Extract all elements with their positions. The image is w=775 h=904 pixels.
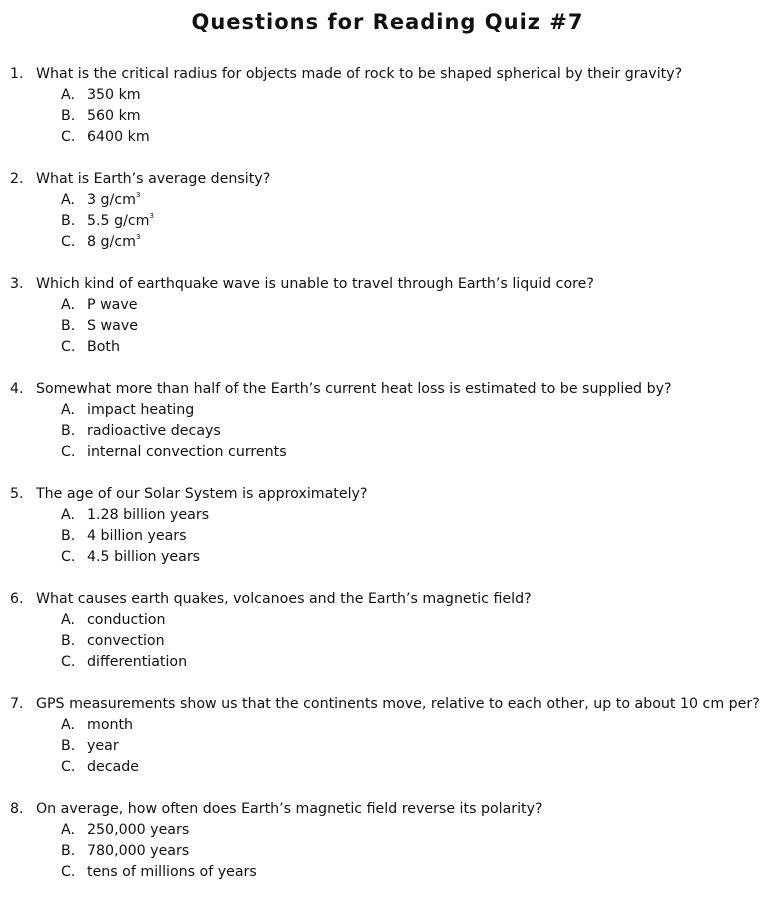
option-letter: C. [61, 864, 76, 880]
question-item [0, 484, 775, 589]
question-number: 2. [10, 171, 24, 187]
option-label: tens of millions of years [87, 864, 257, 880]
option-label: differentiation [87, 654, 188, 670]
option-label: 8 g/cm [87, 234, 136, 250]
question-list [0, 64, 775, 904]
option-letter: B. [61, 108, 76, 124]
option-letter: C. [61, 129, 76, 145]
option-text [87, 190, 140, 211]
question-text: GPS measurements show us that the continents move, relative to each other, up to about 10 cm per? [36, 696, 760, 712]
option-text [87, 295, 138, 316]
option-text [87, 127, 150, 148]
option-text [87, 400, 194, 421]
question-number: 7. [10, 696, 24, 712]
option-label: radioactive decays [87, 423, 221, 439]
option-superscript: 3 [135, 232, 141, 242]
option-label: 1.28 billion years [87, 507, 210, 523]
question-text: On average, how often does Earth’s magnetic field reverse its polarity? [36, 801, 543, 817]
option-text [87, 316, 138, 337]
option-text [87, 547, 200, 568]
option-letter: A. [61, 507, 75, 523]
question-item [0, 694, 775, 799]
question-text: What is the critical radius for objects made of rock to be shaped spherical by their gravity? [36, 66, 683, 82]
option-text [87, 841, 189, 862]
question-item [0, 589, 775, 694]
question-number: 4. [10, 381, 24, 397]
page-title: Questions for Reading Quiz #7 [191, 10, 584, 34]
option-letter: B. [61, 633, 76, 649]
option-text [87, 526, 187, 547]
option-text [87, 610, 165, 631]
option-label: 350 km [87, 87, 141, 103]
option-letter: C. [61, 759, 76, 775]
option-letter: B. [61, 528, 76, 544]
option-text [87, 820, 189, 841]
question-text: Somewhat more than half of the Earth’s current heat loss is estimated to be supplied by? [36, 381, 672, 397]
option-text [87, 211, 154, 232]
option-label: year [87, 738, 119, 754]
option-letter: B. [61, 423, 76, 439]
option-letter: A. [61, 192, 75, 208]
question-number: 1. [10, 66, 24, 82]
option-letter: B. [61, 318, 76, 334]
option-text [87, 505, 209, 526]
option-text [87, 736, 119, 757]
question-number: 5. [10, 486, 24, 502]
option-label: internal convection currents [87, 444, 287, 460]
question-number: 3. [10, 276, 24, 292]
option-label: 5.5 g/cm [87, 213, 150, 229]
option-letter: C. [61, 654, 76, 670]
option-label: 6400 km [87, 129, 150, 145]
option-text [87, 757, 139, 778]
question-text: The age of our Solar System is approximately? [36, 486, 368, 502]
option-label: 780,000 years [87, 843, 190, 859]
option-label: 250,000 years [87, 822, 190, 838]
question-text: What causes earth quakes, volcanoes and the Earth’s magnetic field? [36, 591, 532, 607]
option-letter: A. [61, 717, 75, 733]
option-label: 4.5 billion years [87, 549, 201, 565]
question-item [0, 169, 775, 274]
option-text [87, 715, 133, 736]
option-superscript: 3 [135, 190, 141, 200]
option-text [87, 862, 257, 883]
option-text [87, 337, 120, 358]
option-label: month [87, 717, 134, 733]
option-letter: C. [61, 339, 76, 355]
option-label: 560 km [87, 108, 141, 124]
question-item [0, 799, 775, 904]
option-letter: A. [61, 297, 75, 313]
option-letter: C. [61, 444, 76, 460]
question-text: Which kind of earthquake wave is unable to travel through Earth’s liquid core? [36, 276, 594, 292]
option-text [87, 106, 141, 127]
question-number: 8. [10, 801, 24, 817]
question-text: What is Earth’s average density? [36, 171, 271, 187]
option-text [87, 232, 140, 253]
option-text [87, 652, 187, 673]
question-item [0, 274, 775, 379]
option-letter: A. [61, 822, 75, 838]
option-label: S wave [87, 318, 138, 334]
option-label: Both [87, 339, 120, 355]
question-item [0, 64, 775, 169]
question-number: 6. [10, 591, 24, 607]
option-label: decade [87, 759, 139, 775]
option-letter: A. [61, 612, 75, 628]
option-text [87, 85, 141, 106]
option-label: 3 g/cm [87, 192, 136, 208]
option-label: impact heating [87, 402, 195, 418]
option-letter: B. [61, 213, 76, 229]
option-text [87, 631, 165, 652]
option-label: P wave [87, 297, 138, 313]
option-label: conduction [87, 612, 166, 628]
option-text [87, 421, 221, 442]
option-letter: A. [61, 87, 75, 103]
option-label: 4 billion years [87, 528, 187, 544]
option-text [87, 442, 287, 463]
option-letter: B. [61, 738, 76, 754]
option-letter: C. [61, 549, 76, 565]
option-letter: A. [61, 402, 75, 418]
question-item [0, 379, 775, 484]
option-superscript: 3 [149, 211, 154, 221]
option-letter: B. [61, 843, 76, 859]
option-label: convection [87, 633, 165, 649]
option-letter: C. [61, 234, 76, 250]
